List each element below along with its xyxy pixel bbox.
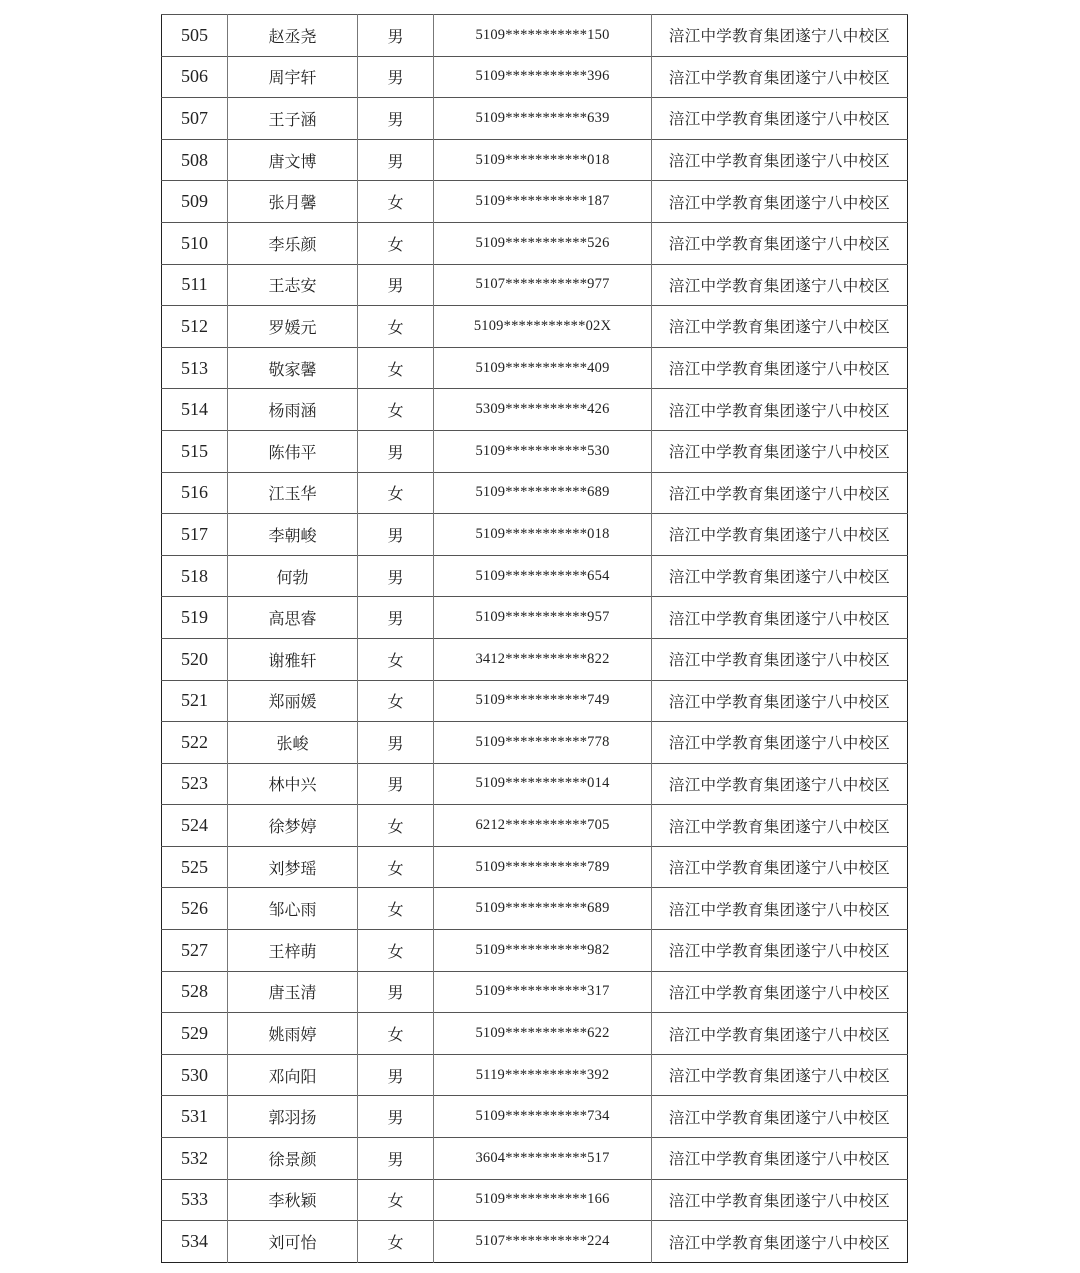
student-name-cell: 刘可怡 [228, 1221, 358, 1263]
table-row [162, 347, 908, 389]
student-name-cell: 王子涵 [228, 98, 358, 140]
school-cell: 涪江中学教育集团遂宁八中校区 [652, 930, 908, 972]
school-cell: 涪江中学教育集团遂宁八中校区 [652, 680, 908, 722]
gender-cell: 男 [358, 722, 434, 764]
student-name-cell: 郑丽媛 [228, 680, 358, 722]
table-row [162, 1138, 908, 1180]
table-row [162, 930, 908, 972]
table-row [162, 389, 908, 431]
school-cell: 涪江中学教育集团遂宁八中校区 [652, 1054, 908, 1096]
school-cell: 涪江中学教育集团遂宁八中校区 [652, 805, 908, 847]
row-number-cell: 518 [162, 555, 228, 597]
gender-cell: 女 [358, 1221, 434, 1263]
school-cell: 涪江中学教育集团遂宁八中校区 [652, 555, 908, 597]
gender-cell: 男 [358, 514, 434, 556]
row-number-cell: 517 [162, 514, 228, 556]
id-number-cell: 5109***********982 [434, 930, 652, 972]
student-name-cell: 敬家馨 [228, 347, 358, 389]
id-number-cell: 5109***********187 [434, 181, 652, 223]
school-cell: 涪江中学教育集团遂宁八中校区 [652, 597, 908, 639]
gender-cell: 男 [358, 555, 434, 597]
id-number-cell: 5109***********526 [434, 222, 652, 264]
gender-cell: 男 [358, 597, 434, 639]
student-name-cell: 郭羽扬 [228, 1096, 358, 1138]
id-number-cell: 5109***********689 [434, 472, 652, 514]
gender-cell: 女 [358, 805, 434, 847]
school-cell: 涪江中学教育集团遂宁八中校区 [652, 514, 908, 556]
id-number-cell: 5109***********409 [434, 347, 652, 389]
id-number-cell: 3604***********517 [434, 1138, 652, 1180]
id-number-cell: 5109***********396 [434, 56, 652, 98]
table-row [162, 888, 908, 930]
school-cell: 涪江中学教育集团遂宁八中校区 [652, 722, 908, 764]
gender-cell: 女 [358, 306, 434, 348]
school-cell: 涪江中学教育集团遂宁八中校区 [652, 98, 908, 140]
student-roster-table [161, 14, 908, 1263]
gender-cell: 女 [358, 1013, 434, 1055]
table-row [162, 139, 908, 181]
roster-body [162, 15, 908, 1263]
id-number-cell: 5109***********018 [434, 139, 652, 181]
id-number-cell: 5109***********734 [434, 1096, 652, 1138]
id-number-cell: 3412***********822 [434, 638, 652, 680]
row-number-cell: 525 [162, 846, 228, 888]
gender-cell: 女 [358, 680, 434, 722]
row-number-cell: 533 [162, 1179, 228, 1221]
school-cell: 涪江中学教育集团遂宁八中校区 [652, 888, 908, 930]
id-number-cell: 5109***********530 [434, 430, 652, 472]
id-number-cell: 5109***********622 [434, 1013, 652, 1055]
row-number-cell: 534 [162, 1221, 228, 1263]
gender-cell: 男 [358, 15, 434, 57]
table-row [162, 805, 908, 847]
table-row [162, 264, 908, 306]
school-cell: 涪江中学教育集团遂宁八中校区 [652, 1096, 908, 1138]
row-number-cell: 514 [162, 389, 228, 431]
row-number-cell: 510 [162, 222, 228, 264]
student-name-cell: 赵丞尧 [228, 15, 358, 57]
table-row [162, 555, 908, 597]
student-name-cell: 何勃 [228, 555, 358, 597]
id-number-cell: 5109***********689 [434, 888, 652, 930]
school-cell: 涪江中学教育集团遂宁八中校区 [652, 1221, 908, 1263]
school-cell: 涪江中学教育集团遂宁八中校区 [652, 181, 908, 223]
gender-cell: 男 [358, 98, 434, 140]
student-name-cell: 李乐颜 [228, 222, 358, 264]
student-name-cell: 谢雅轩 [228, 638, 358, 680]
id-number-cell: 5109***********749 [434, 680, 652, 722]
student-name-cell: 杨雨涵 [228, 389, 358, 431]
student-name-cell: 张月馨 [228, 181, 358, 223]
student-name-cell: 李秋颖 [228, 1179, 358, 1221]
gender-cell: 女 [358, 472, 434, 514]
gender-cell: 女 [358, 222, 434, 264]
row-number-cell: 511 [162, 264, 228, 306]
gender-cell: 男 [358, 1096, 434, 1138]
student-name-cell: 江玉华 [228, 472, 358, 514]
school-cell: 涪江中学教育集团遂宁八中校区 [652, 763, 908, 805]
row-number-cell: 529 [162, 1013, 228, 1055]
row-number-cell: 505 [162, 15, 228, 57]
row-number-cell: 530 [162, 1054, 228, 1096]
gender-cell: 男 [358, 1054, 434, 1096]
gender-cell: 男 [358, 1138, 434, 1180]
student-name-cell: 姚雨婷 [228, 1013, 358, 1055]
id-number-cell: 5109***********150 [434, 15, 652, 57]
row-number-cell: 506 [162, 56, 228, 98]
row-number-cell: 508 [162, 139, 228, 181]
id-number-cell: 5309***********426 [434, 389, 652, 431]
student-name-cell: 罗媛元 [228, 306, 358, 348]
student-name-cell: 徐景颜 [228, 1138, 358, 1180]
row-number-cell: 531 [162, 1096, 228, 1138]
id-number-cell: 5107***********224 [434, 1221, 652, 1263]
school-cell: 涪江中学教育集团遂宁八中校区 [652, 638, 908, 680]
gender-cell: 女 [358, 347, 434, 389]
school-cell: 涪江中学教育集团遂宁八中校区 [652, 15, 908, 57]
student-name-cell: 王梓萌 [228, 930, 358, 972]
id-number-cell: 5109***********778 [434, 722, 652, 764]
student-name-cell: 张峻 [228, 722, 358, 764]
gender-cell: 男 [358, 264, 434, 306]
gender-cell: 女 [358, 930, 434, 972]
gender-cell: 女 [358, 1179, 434, 1221]
student-name-cell: 徐梦婷 [228, 805, 358, 847]
row-number-cell: 527 [162, 930, 228, 972]
student-name-cell: 陈伟平 [228, 430, 358, 472]
row-number-cell: 520 [162, 638, 228, 680]
row-number-cell: 519 [162, 597, 228, 639]
gender-cell: 男 [358, 971, 434, 1013]
gender-cell: 女 [358, 638, 434, 680]
row-number-cell: 521 [162, 680, 228, 722]
table-row [162, 638, 908, 680]
table-row [162, 1179, 908, 1221]
school-cell: 涪江中学教育集团遂宁八中校区 [652, 347, 908, 389]
table-row [162, 1096, 908, 1138]
id-number-cell: 5109***********02X [434, 306, 652, 348]
gender-cell: 女 [358, 181, 434, 223]
student-name-cell: 唐玉清 [228, 971, 358, 1013]
table-row [162, 430, 908, 472]
student-name-cell: 唐文博 [228, 139, 358, 181]
id-number-cell: 5109***********957 [434, 597, 652, 639]
student-name-cell: 林中兴 [228, 763, 358, 805]
table-row [162, 98, 908, 140]
table-row [162, 597, 908, 639]
school-cell: 涪江中学教育集团遂宁八中校区 [652, 1179, 908, 1221]
id-number-cell: 5107***********977 [434, 264, 652, 306]
table-row [162, 306, 908, 348]
id-number-cell: 6212***********705 [434, 805, 652, 847]
school-cell: 涪江中学教育集团遂宁八中校区 [652, 389, 908, 431]
id-number-cell: 5109***********654 [434, 555, 652, 597]
row-number-cell: 509 [162, 181, 228, 223]
student-name-cell: 周宇轩 [228, 56, 358, 98]
table-row [162, 181, 908, 223]
student-name-cell: 刘梦瑶 [228, 846, 358, 888]
table-row [162, 971, 908, 1013]
school-cell: 涪江中学教育集团遂宁八中校区 [652, 139, 908, 181]
table-row [162, 722, 908, 764]
row-number-cell: 522 [162, 722, 228, 764]
school-cell: 涪江中学教育集团遂宁八中校区 [652, 306, 908, 348]
id-number-cell: 5109***********014 [434, 763, 652, 805]
student-name-cell: 邓向阳 [228, 1054, 358, 1096]
id-number-cell: 5119***********392 [434, 1054, 652, 1096]
school-cell: 涪江中学教育集团遂宁八中校区 [652, 56, 908, 98]
student-name-cell: 李朝峻 [228, 514, 358, 556]
table-row [162, 514, 908, 556]
row-number-cell: 528 [162, 971, 228, 1013]
row-number-cell: 512 [162, 306, 228, 348]
gender-cell: 男 [358, 430, 434, 472]
table-row [162, 1013, 908, 1055]
gender-cell: 男 [358, 763, 434, 805]
id-number-cell: 5109***********789 [434, 846, 652, 888]
school-cell: 涪江中学教育集团遂宁八中校区 [652, 472, 908, 514]
row-number-cell: 524 [162, 805, 228, 847]
table-row [162, 680, 908, 722]
student-name-cell: 高思睿 [228, 597, 358, 639]
table-row [162, 15, 908, 57]
gender-cell: 女 [358, 389, 434, 431]
table-row [162, 1054, 908, 1096]
id-number-cell: 5109***********018 [434, 514, 652, 556]
table-row [162, 763, 908, 805]
table-row [162, 222, 908, 264]
row-number-cell: 516 [162, 472, 228, 514]
school-cell: 涪江中学教育集团遂宁八中校区 [652, 264, 908, 306]
table-row [162, 1221, 908, 1263]
school-cell: 涪江中学教育集团遂宁八中校区 [652, 846, 908, 888]
school-cell: 涪江中学教育集团遂宁八中校区 [652, 222, 908, 264]
gender-cell: 男 [358, 139, 434, 181]
row-number-cell: 507 [162, 98, 228, 140]
row-number-cell: 515 [162, 430, 228, 472]
student-name-cell: 邹心雨 [228, 888, 358, 930]
gender-cell: 女 [358, 846, 434, 888]
school-cell: 涪江中学教育集团遂宁八中校区 [652, 430, 908, 472]
id-number-cell: 5109***********639 [434, 98, 652, 140]
table-row [162, 846, 908, 888]
school-cell: 涪江中学教育集团遂宁八中校区 [652, 971, 908, 1013]
row-number-cell: 526 [162, 888, 228, 930]
gender-cell: 男 [358, 56, 434, 98]
row-number-cell: 513 [162, 347, 228, 389]
table-row [162, 56, 908, 98]
school-cell: 涪江中学教育集团遂宁八中校区 [652, 1138, 908, 1180]
table-row [162, 472, 908, 514]
row-number-cell: 532 [162, 1138, 228, 1180]
student-name-cell: 王志安 [228, 264, 358, 306]
gender-cell: 女 [358, 888, 434, 930]
school-cell: 涪江中学教育集团遂宁八中校区 [652, 1013, 908, 1055]
row-number-cell: 523 [162, 763, 228, 805]
id-number-cell: 5109***********317 [434, 971, 652, 1013]
id-number-cell: 5109***********166 [434, 1179, 652, 1221]
